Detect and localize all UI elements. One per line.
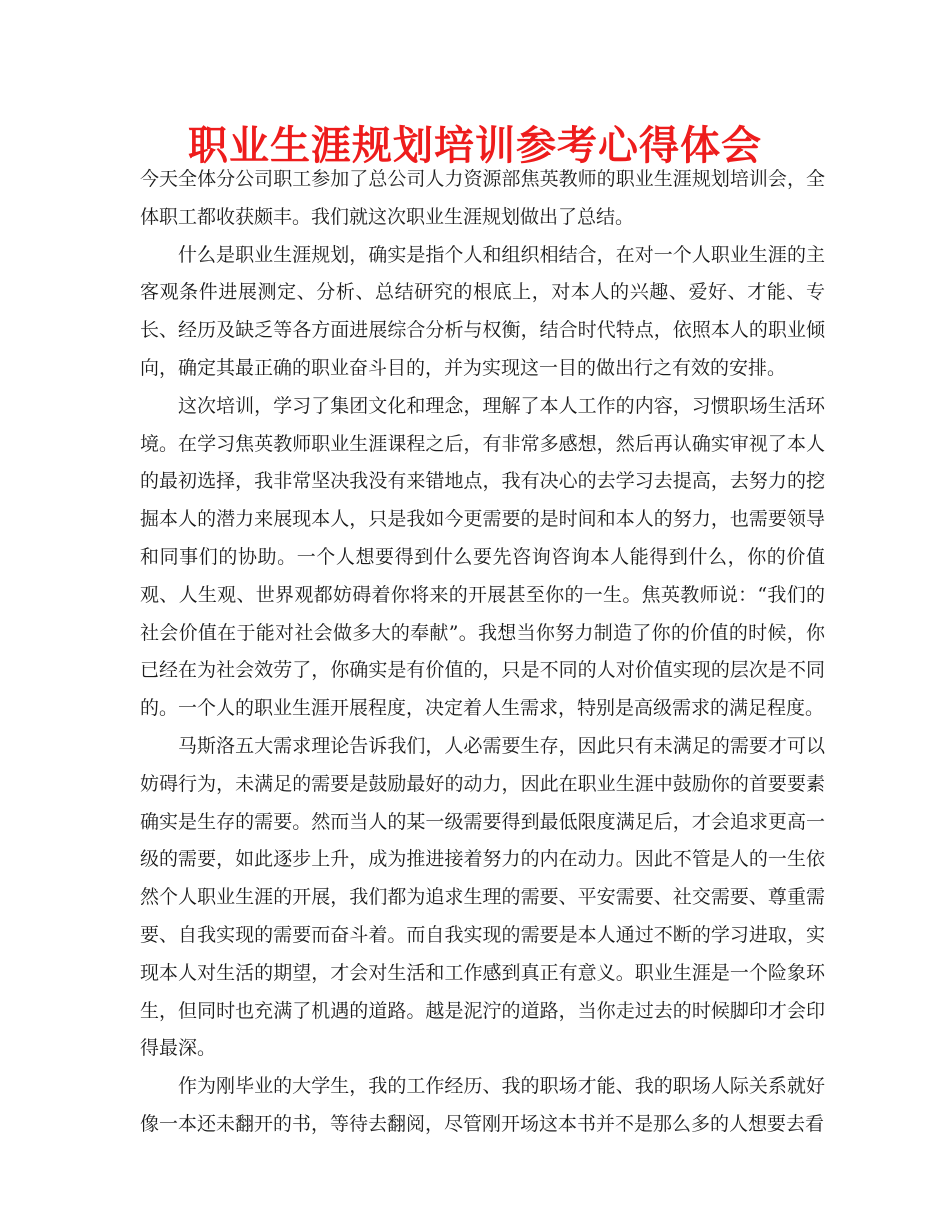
document-title: 职业生涯规划培训参考心得体会 xyxy=(188,123,762,169)
paragraph-intro: 今天全体分公司职工参加了总公司人力资源部焦英教师的职业生涯规划培训会，全体职工都收获颇丰。我们就这次职业生涯规划做出了总结。 xyxy=(140,168,825,228)
paragraph-graduate: 作为刚毕业的大学生，我的工作经历、我的职场才能、我的职场人际关系就好像一本还未翻开的书，等待去翻阅，尽管刚开场这本书并不是那么多的人想要去看 xyxy=(140,1075,825,1135)
paragraph-maslow: 马斯洛五大需求理论告诉我们，人必需要生存，因此只有未满足的需要才可以妨碍行为，未满足的需要是鼓励最好的动力，因此在职业生涯中鼓励你的首要要素确实是生存的需要。然而当人的某一级需要得到最低限度满足后，才会追求更高一级的需要，如此逐步上升，成为推进接着努力的内在动力。因此不管是人的一生依然个人职业生涯的开展，我们都为追求生理的需要、平安需要、社交需要、尊重需要、自我实现的需要而奋斗着。而自我实现的需要是本人通过不断的学习进取，实现本人对生活的期望，才会对生活和工作感到真正有意义。职业生涯是一个险象环生，但同时也充满了机遇的道路。越是泥泞的道路，当你走过去的时候脚印才会印得最深。 xyxy=(140,734,825,1060)
document-body xyxy=(140,161,825,1144)
paragraph-training: 这次培训，学习了集团文化和理念，理解了本人工作的内容，习惯职场生活环境。在学习焦英教师职业生涯课程之后，有非常多感想，然后再认确实审视了本人的最初选择，我非常坚决我没有来错地点，我有决心的去学习去提高，去努力的挖掘本人的潜力来展现本人，只是我如今更需要的是时间和本人的努力，也需要领导和同事们的协助。一个人想要得到什么要先咨询咨询本人能得到什么，你的价值观、人生观、世界观都妨碍着你将来的开展甚至你的一生。焦英教师说：“我们的社会价值在于能对社会做多大的奉献”。我想当你努力制造了你的价值的时候，你已经在为社会效劳了，你确实是有价值的，只是不同的人对价值实现的层次是不同的。一个人的职业生涯开展程度，决定着人生需求，特别是高级需求的满足程度。 xyxy=(140,394,825,720)
paragraph-definition: 什么是职业生涯规划，确实是指个人和组织相结合，在对一个人职业生涯的主客观条件进展测定、分析、总结研究的根底上，对本人的兴趣、爱好、才能、专长、经历及缺乏等各方面进展综合分析与权衡，结合时代特点，依照本人的职业倾向，确定其最正确的职业奋斗目的，并为实现这一目的做出行之有效的安排。 xyxy=(140,243,825,379)
